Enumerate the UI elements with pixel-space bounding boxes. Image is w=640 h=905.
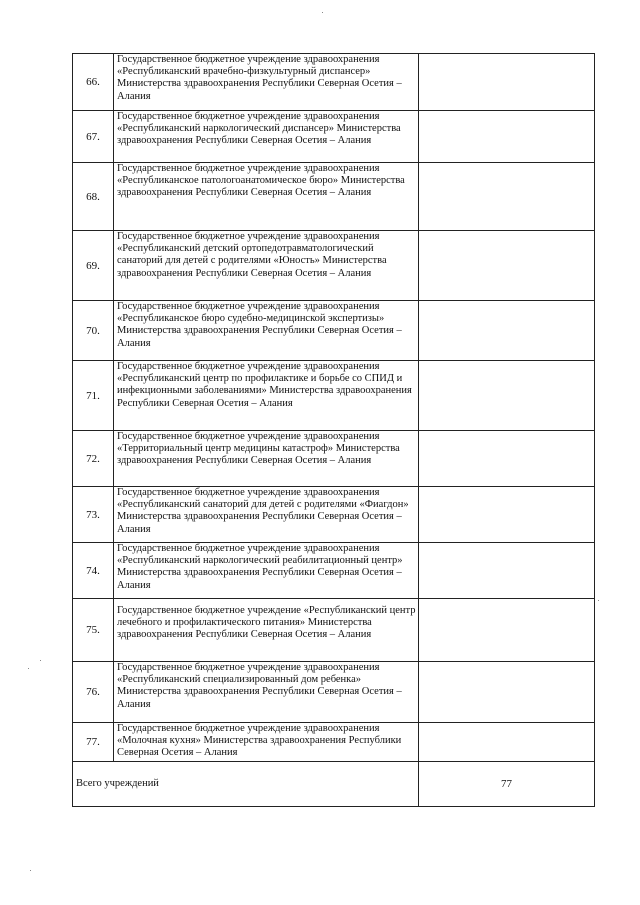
row-number: 77. [73,723,114,762]
blank-cell [419,54,595,111]
blank-cell [419,301,595,361]
institution-name: Государственное бюджетное учреждение здравоохранения «Республиканский врачебно-физкультурный диспансер» Министерства здравоохранения Республики Северная Осетия – Алания [114,54,419,111]
table-row [73,54,595,111]
blank-cell [419,723,595,762]
row-number: 67. [73,111,114,163]
table-row [73,599,595,662]
blank-cell [419,111,595,163]
row-number: 76. [73,662,114,723]
total-row [73,761,595,806]
row-number: 72. [73,431,114,487]
row-number: 73. [73,487,114,543]
table-row [73,163,595,231]
table-row [73,543,595,599]
blank-cell [419,431,595,487]
row-number: 74. [73,543,114,599]
table-row [73,111,595,163]
total-label: Всего учреждений [73,761,419,806]
row-number: 71. [73,361,114,431]
row-number: 69. [73,231,114,301]
institution-name: Государственное бюджетное учреждение здравоохранения «Территориальный центр медицины катастроф» Министерства здравоохранения Республики Северная Осетия – Алания [114,431,419,487]
table-row [73,301,595,361]
institution-name: Государственное бюджетное учреждение здравоохранения «Республиканский санаторий для детей с родителями «Фиагдон» Министерства здравоохранения Республики Северная Осетия – Алания [114,487,419,543]
institution-name: Государственное бюджетное учреждение здравоохранения «Республиканский наркологический диспансер» Министерства здравоохранения Республики Северная Осетия – Алания [114,111,419,163]
institution-name: Государственное бюджетное учреждение здравоохранения «Молочная кухня» Министерства здравоохранения Республики Северная Осетия – Алания [114,723,419,762]
blank-cell [419,599,595,662]
blank-cell [419,231,595,301]
blank-cell [419,487,595,543]
institution-name: Государственное бюджетное учреждение здравоохранения «Республиканский детский ортопедотравматологический санаторий для детей с родителями «Юность» Министерства здравоохранения Республики Северная Осетия – Алания [114,231,419,301]
row-number: 70. [73,301,114,361]
institution-name: Государственное бюджетное учреждение здравоохранения «Республиканское патологоанатомическое бюро» Министерства здравоохранения Республики Северная Осетия – Алания [114,163,419,231]
table-row [73,487,595,543]
total-value: 77 [419,761,595,806]
institution-name: Государственное бюджетное учреждение здравоохранения «Республиканское бюро судебно-медицинской экспертизы» Министерства здравоохранения Республики Северная Осетия – Алания [114,301,419,361]
blank-cell [419,662,595,723]
row-number: 68. [73,163,114,231]
institution-name: Государственное бюджетное учреждение здравоохранения «Республиканский специализированный дом ребенка» Министерства здравоохранения Республики Северная Осетия – Алания [114,662,419,723]
table-row [73,431,595,487]
blank-cell [419,163,595,231]
institutions-table [72,53,595,807]
table-row [73,723,595,762]
table-row [73,662,595,723]
blank-cell [419,543,595,599]
institution-name: Государственное бюджетное учреждение «Республиканский центр лечебного и профилактического питания» Министерства здравоохранения Республики Северная Осетия – Алания [114,599,419,662]
table-row [73,361,595,431]
table-body [73,54,595,807]
row-number: 75. [73,599,114,662]
table-row [73,231,595,301]
institution-name: Государственное бюджетное учреждение здравоохранения «Республиканский наркологический реабилитационный центр» Министерства здравоохранения Республики Северная Осетия – Алания [114,543,419,599]
row-number: 66. [73,54,114,111]
blank-cell [419,361,595,431]
institution-name: Государственное бюджетное учреждение здравоохранения «Республиканский центр по профилактике и борьбе со СПИД и инфекционными заболеваниями» Министерства здравоохранения Республики Северная Осетия – Алания [114,361,419,431]
